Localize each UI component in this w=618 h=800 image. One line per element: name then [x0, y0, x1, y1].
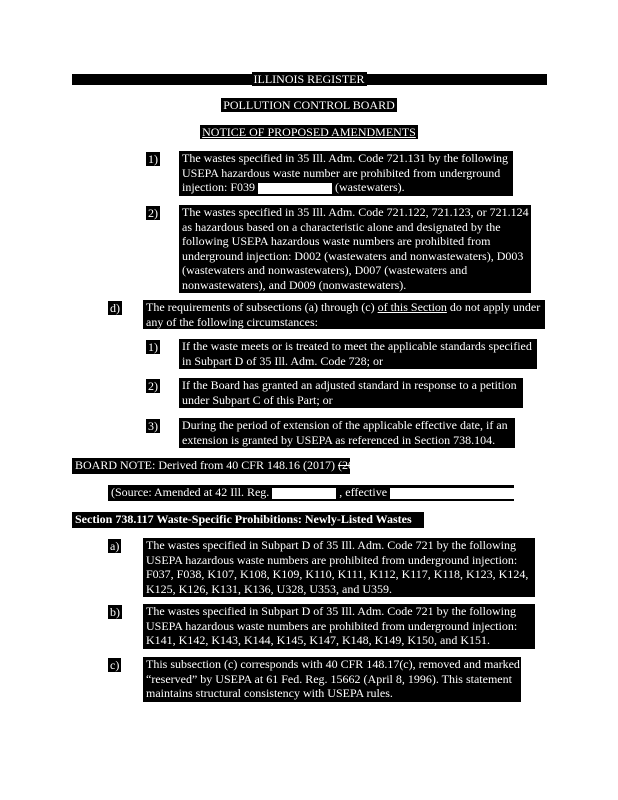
- notice-title: NOTICE OF PROPOSED AMENDMENTS: [202, 125, 416, 139]
- item-number: 3): [148, 419, 158, 433]
- item-number: 2): [148, 379, 158, 393]
- item-number: 1): [148, 152, 158, 166]
- item-d3-text: During the period of extension of the applicable effective date, if an extension is granted by USEPA as referenced in Section 738.104.: [179, 418, 515, 448]
- source-line: (Source: Amended at 42 Ill. Reg. , effective ): [108, 485, 514, 501]
- item-2-text: The wastes specified in 35 Ill. Adm. Code 721.122, 721.123, or 721.124 as hazardous based on a characteristic alone and designated by the following USEPA hazardous waste numbers are prohibited from underground injection: D002 (wastewaters and nonwastewaters), D003 (wastewaters and nonwastewaters), D007 (wastewaters and nonwastewaters), and D009 (nonwastewaters).: [179, 205, 531, 293]
- section-heading: Section 738.117 Waste-Specific Prohibitions: Newly-Listed Wastes: [72, 512, 424, 528]
- subsection-letter: a): [110, 539, 120, 553]
- board-note: BOARD NOTE: Derived from 40 CFR 148.16 (2017) (2005).: [72, 458, 350, 474]
- register-title: ILLINOIS REGISTER: [253, 72, 365, 86]
- redaction-gap: [390, 488, 520, 499]
- subsection-d-text: The requirements of subsections (a) through (c) of this Section do not apply under any of the following circumstances:: [143, 300, 545, 329]
- section-c-text: This subsection (c) corresponds with 40 CFR 148.17(c), removed and marked “reserved” by USEPA at 61 Fed. Reg. 15662 (April 8, 1996). This statement maintains structural consistency with USEPA rules.: [143, 657, 521, 702]
- section-b-text: The wastes specified in Subpart D of 35 Ill. Adm. Code 721 by the following USEPA hazardous waste numbers are prohibited from underground injection: K141, K142, K143, K144, K145, K147, K148, K149, K150, and K151.: [143, 604, 535, 649]
- board-title: POLLUTION CONTROL BOARD: [223, 98, 395, 112]
- redaction-gap: [272, 488, 336, 499]
- redaction-gap: [258, 183, 332, 194]
- subsection-letter: b): [110, 605, 120, 619]
- item-d2-text: If the Board has granted an adjusted standard in response to a petition under Subpart C of this Part; or: [179, 378, 523, 408]
- item-d1-text: If the waste meets or is treated to meet the applicable standards specified in Subpart D of 35 Ill. Adm. Code 728; or: [179, 339, 537, 369]
- item-number: 2): [148, 206, 158, 220]
- subsection-letter: c): [110, 658, 120, 672]
- section-a-text: The wastes specified in Subpart D of 35 Ill. Adm. Code 721 by the following USEPA hazardous waste numbers are prohibited from underground injection: F037, F038, K107, K108, K109, K110, K111, K112, K117, K118, K123, K124, K125, K126, K131, K136, U328, U353, and U359.: [143, 538, 535, 597]
- item-1-text: The wastes specified in 35 Ill. Adm. Code 721.131 by the following USEPA hazardous waste number are prohibited from underground injection: F039 (wastewaters).: [179, 151, 513, 196]
- item-number: 1): [148, 340, 158, 354]
- subsection-letter: d): [110, 301, 120, 315]
